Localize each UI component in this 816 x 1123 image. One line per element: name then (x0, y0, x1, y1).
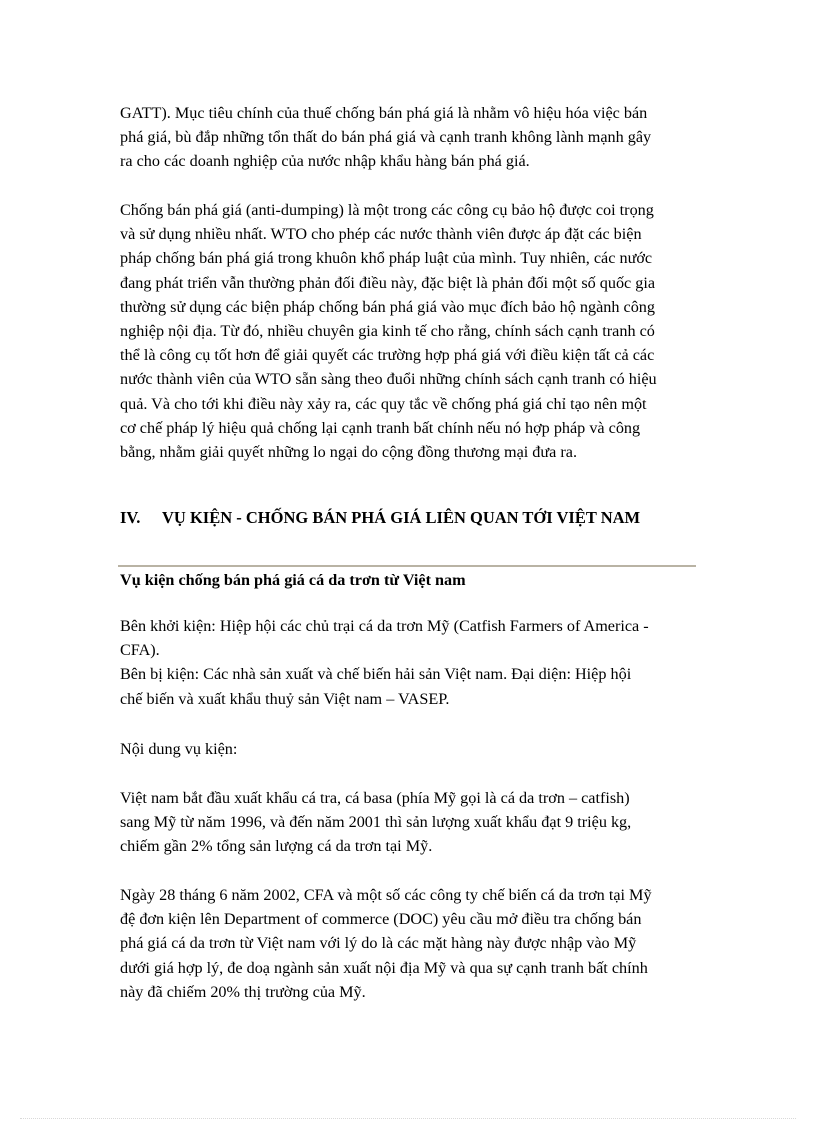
text-line: và sử dụng nhiều nhất. WTO cho phép các nước thành viên được áp đặt các biện (120, 225, 642, 244)
paragraph-anti-dumping (120, 198, 698, 464)
paragraph-petition (120, 883, 698, 1004)
paragraph-parties (120, 614, 698, 711)
text-line: CFA). (120, 641, 160, 660)
text-line: nước thành viên của WTO sẵn sàng theo đuổi những chính sách cạnh tranh có hiệu (120, 370, 657, 389)
paragraph-gatt-objective (120, 101, 698, 174)
case-subheading: Vụ kiện chống bán phá giá cá da trơn từ Việt nam (120, 571, 466, 589)
text-line: Bên khởi kiện: Hiệp hội các chủ trại cá da trơn Mỹ (Catfish Farmers of America - (120, 617, 649, 635)
text-line: pháp chống bán phá giá trong khuôn khổ pháp luật của mình. Tuy nhiên, các nước (120, 249, 653, 268)
paragraph-export-history (120, 786, 698, 859)
page-bottom-border (20, 1118, 796, 1119)
text-line: đệ đơn kiện lên Department of commerce (DOC) yêu cầu mở điều tra chống bán (120, 910, 642, 929)
text-line: Chống bán phá giá (anti-dumping) là một trong các công cụ bảo hộ được coi trọng (120, 201, 654, 219)
paragraph-case-content-label (120, 737, 698, 761)
text-line: bằng, nhằm giải quyết những lo ngại do cộng đồng thương mại đưa ra. (120, 443, 578, 462)
text-line: chế biến và xuất khẩu thuỷ sản Việt nam – VASEP. (120, 689, 450, 708)
text-line: GATT). Mục tiêu chính của thuế chống bán phá giá là nhằm vô hiệu hóa việc bán (120, 104, 648, 122)
section-heading (120, 508, 640, 528)
text-line: quả. Và cho tới khi điều này xảy ra, các quy tắc về chống phá giá chỉ tạo nên một (120, 394, 647, 413)
text-line: sang Mỹ từ năm 1996, và đến năm 2001 thì sản lượng xuất khẩu đạt 9 triệu kg, (120, 813, 632, 832)
text-line: cơ chế pháp lý hiệu quả chống lại cạnh tranh bất chính nếu nó hợp pháp và công (120, 418, 641, 437)
text-line: thường sử dụng các biện pháp chống bán phá giá vào mục đích bảo hộ ngành công (120, 297, 655, 316)
section-title: VỤ KIỆN - CHỐNG BÁN PHÁ GIÁ LIÊN QUAN TỚI VIỆT NAM (162, 508, 641, 527)
text-line: nghiệp nội địa. Từ đó, nhiều chuyên gia kinh tế cho rằng, chính sách cạnh tranh có (120, 322, 655, 341)
text-line: thể là công cụ tốt hơn để giải quyết các trường hợp phá giá với điều kiện tất cả các (120, 346, 655, 365)
section-number: IV. (120, 508, 141, 527)
text-line: đang phát triển vẫn thường phản đối điều này, đặc biệt là phản đối một số quốc gia (120, 273, 656, 292)
text-line: này đã chiếm 20% thị trường của Mỹ. (120, 982, 366, 1001)
text-line: Bên bị kiện: Các nhà sản xuất và chế biến hải sản Việt nam. Đại diện: Hiệp hội (120, 665, 632, 684)
text-line: phá giá cá da trơn từ Việt nam với lý do là các mặt hàng này được nhập vào Mỹ (120, 934, 637, 953)
text-line: ra cho các doanh nghiệp của nước nhập khẩu hàng bán phá giá. (120, 152, 530, 171)
text-line: Việt nam bắt đầu xuất khẩu cá tra, cá basa (phía Mỹ gọi là cá da trơn – catfish) (120, 789, 630, 807)
text-line: Ngày 28 tháng 6 năm 2002, CFA và một số các công ty chế biến cá da trơn tại Mỹ (120, 886, 652, 904)
text-line: Nội dung vụ kiện: (120, 740, 238, 758)
horizontal-divider (118, 565, 696, 567)
text-line: phá giá, bù đắp những tổn thất do bán phá giá và cạnh tranh không lành mạnh gây (120, 128, 652, 147)
text-line: chiếm gần 2% tổng sản lượng cá da trơn tại Mỹ. (120, 837, 433, 856)
text-line: dưới giá hợp lý, đe doạ ngành sản xuất nội địa Mỹ và qua sự cạnh tranh bất chính (120, 958, 648, 977)
